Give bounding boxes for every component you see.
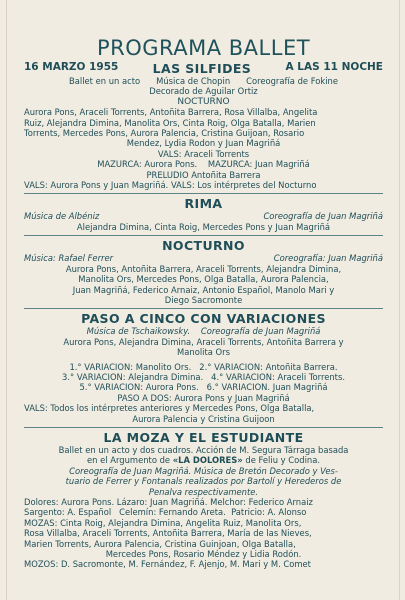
time: A LAS 11 NOCHE <box>285 61 383 73</box>
program-title: PROGRAMA BALLET <box>96 36 311 60</box>
nocturno-cast-1: Aurora Pons, Antoñita Barrera, Araceli Torrents, Alejandra Dimina, <box>65 263 342 274</box>
program-content <box>24 36 383 570</box>
moza-mozos: MOZOS: D. Sacromonte, M. Fernández, F. Ajenjo, M. Mari y M. Comet <box>24 559 311 570</box>
paso-variation-1: 1.° VARIACION: Manolito Ors. 2.° VARIACION: Antoñita Barrera. <box>69 361 338 372</box>
rima-credits <box>24 211 383 221</box>
heading-silfides: LAS SILFIDES <box>152 61 252 76</box>
nocturno-choreo: Coreografía: Juan Magriñá <box>273 253 383 264</box>
moza-credits-3: Penalva respectivamente. <box>148 486 259 497</box>
rima-music: Música de Albéniz <box>24 211 100 222</box>
page-edge-left <box>6 0 7 600</box>
moza-intro-2a: en el Argumento de <box>87 455 173 466</box>
moza-intro-2b: «LA DOLORES» <box>172 455 243 466</box>
silfides-cast-1: Aurora Pons, Araceli Torrents, Antoñita Barrera, Rosa Villalba, Angelita <box>24 107 318 118</box>
paso-a-dos: PASO A DOS: Aurora Pons y Juan Magriñá <box>117 392 290 403</box>
moza-mozas-4: Mercedes Pons, Rosario Méndez y Lidia Rodón. <box>105 549 302 560</box>
page-edge-right <box>399 0 400 600</box>
moza-intro-2c: de Feliu y Codina. <box>242 455 320 466</box>
heading-nocturno: NOCTURNO <box>162 238 245 254</box>
divider-3 <box>24 308 383 309</box>
silfides-credits-1: Ballet en un acto Música de Chopin Coreografía de Fokine <box>69 76 338 86</box>
date-line <box>24 61 383 76</box>
nocturno-music: Música: Rafael Ferrer <box>24 253 114 264</box>
nocturno-cast-2: Manolita Ors, Mercedes Pons, Olga Batalla, Aurora Palencia, <box>78 274 329 285</box>
moza-mozas-3: Marien Torrents, Aurora Palencia, Cristina Guinjoan, Olga Batalla, <box>24 538 296 549</box>
silfides-vals-2: VALS: Aurora Pons y Juan Magriñá. VALS: Los intérpretes del Nocturno <box>24 180 317 191</box>
heading-rima: RIMA <box>184 196 223 212</box>
silfides-cast-3: Torrents, Mercedes Pons, Aurora Palencia, Cristina Guijoan, Rosario <box>24 128 305 139</box>
moza-roles-1: Dolores: Aurora Pons. Lázaro: Juan Magriñá. Melchor: Federico Arnaiz <box>24 497 313 507</box>
paso-cast-2: Manolita Ors <box>177 347 230 358</box>
nocturno-cast-3: Juan Magriñá, Federico Arnaiz, Antonio Español, Manolo Mari y <box>72 284 335 295</box>
moza-credits-1: Coreografía de Juan Magriñá. Música de Bretón Decorado y Ves- <box>69 465 338 476</box>
date: 16 MARZO 1955 <box>24 61 119 73</box>
silfides-cast-2: Ruiz, Alejandra Dimina, Manolita Ors, Cinta Roig, Olga Batalla, Marien <box>24 117 316 128</box>
silfides-preludio: PRELUDIO Antoñita Barrera <box>146 169 261 180</box>
nocturno-cast-4: Diego Sacromonte <box>164 294 243 305</box>
heading-moza: LA MOZA Y EL ESTUDIANTE <box>103 429 304 445</box>
paso-credits: Música de Tschaikowsky. Coreografía de Juan Magriñá <box>86 326 321 337</box>
paso-variation-2: 3.° VARIACION: Alejandra Dimina. 4.° VARIACION: Araceli Torrents. <box>62 371 345 382</box>
divider-2 <box>24 235 383 236</box>
moza-intro-2 <box>24 455 383 465</box>
divider-4 <box>24 427 383 428</box>
moza-intro-1: Ballet en un acto y dos cuadros. Acción de M. Segura Tárraga basada <box>58 444 349 455</box>
divider-1 <box>24 193 383 194</box>
moza-mozas-1: MOZAS: Cinta Roig, Alejandra Dimina, Angelita Ruiz, Manolita Ors, <box>24 517 302 528</box>
paso-cast-1: Aurora Pons, Alejandra Dimina, Araceli Torrents, Antoñita Barrera y <box>63 336 344 347</box>
moza-mozas-2: Rosa Villalba, Araceli Torrents, Antoñita Barrera, María de las Nieves, <box>24 528 312 539</box>
silfides-credits-2: Decorado de Aguilar Ortiz <box>149 86 258 97</box>
rima-choreo: Coreografía de Juan Magriñá <box>263 211 383 222</box>
silfides-vals-1: VALS: Araceli Torrents <box>157 148 250 159</box>
silfides-subheading: NOCTURNO <box>177 96 230 107</box>
silfides-mazurca: MAZURCA: Aurora Pons. MAZURCA: Juan Magriñá <box>97 159 310 170</box>
silfides-cast-4: Mendez, Lydia Rodon y Juan Magriñá <box>126 138 281 149</box>
paso-variation-3: 5.° VARIACION: Aurora Pons. 6.° VARIACION. Juan Magriñá <box>79 382 328 393</box>
rima-cast: Alejandra Dimina, Cinta Roig, Mercedes Pons y Juan Magriñá <box>76 221 331 232</box>
heading-paso: PASO A CINCO CON VARIACIONES <box>81 311 326 327</box>
moza-credits-2: tuario de Ferrer y Fontanals realizados por Bartolí y Herederos de <box>65 476 342 487</box>
paso-vals-1: VALS: Todos los intérpretes anteriores y Mercedes Pons, Olga Batalla, <box>24 403 315 414</box>
nocturno-credits <box>24 253 383 263</box>
paso-vals-2: Aurora Palencia y Cristina Guijoon <box>132 413 275 424</box>
moza-roles-2: Sargento: A. Español Celemín: Fernando Areta. Patricio: A. Alonso <box>24 507 307 518</box>
